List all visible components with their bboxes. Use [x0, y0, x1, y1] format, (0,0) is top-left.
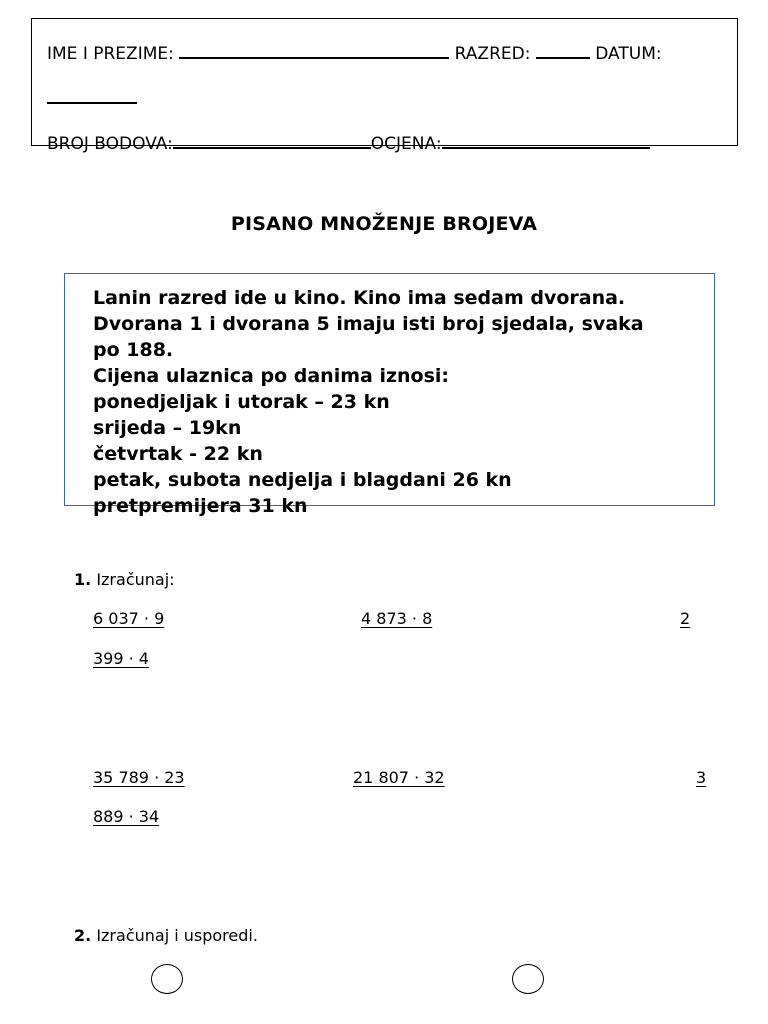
date-label: DATUM: [595, 44, 662, 64]
name-label: IME I PREZIME: [47, 44, 174, 64]
exercise-1c-end: 399 · 4 [93, 649, 149, 668]
student-info-box [31, 18, 738, 146]
question-2-text: Izračunaj i usporedi. [96, 926, 258, 945]
exercise-1c-start: 2 [680, 609, 691, 628]
question-1 [74, 570, 175, 589]
task-text [93, 285, 705, 519]
task-line: petak, subota nedjelja i blagdani 26 kn [93, 469, 512, 491]
question-1-number: 1. [74, 570, 92, 589]
page-title: PISANO MNOŽENJE BROJEVA [230, 213, 538, 235]
task-line: po 188. [93, 339, 174, 361]
points-field[interactable] [173, 133, 371, 149]
task-line: Lanin razred ide u kino. Kino ima sedam dvorana. [93, 287, 626, 309]
exercise-2b: 21 807 · 32 [353, 768, 445, 787]
task-line: pretpremijera 31 kn [93, 495, 308, 517]
name-field[interactable] [179, 43, 449, 59]
task-line: ponedjeljak i utorak – 23 kn [93, 391, 390, 413]
question-2 [74, 926, 258, 945]
compare-circle-2[interactable] [512, 964, 544, 994]
exercise-1b: 4 873 · 8 [361, 609, 433, 628]
class-field[interactable] [536, 43, 590, 59]
date-field[interactable] [47, 88, 137, 108]
exercise-2a: 35 789 · 23 [93, 768, 185, 787]
student-info-row-2 [47, 133, 650, 154]
compare-circle-1[interactable] [151, 964, 183, 994]
task-line: Dvorana 1 i dvorana 5 imaju isti broj sjedala, svaka [93, 313, 644, 335]
task-line: četvrtak - 22 kn [93, 443, 263, 465]
exercise-2c-start: 3 [696, 768, 707, 787]
question-1-text: Izračunaj: [96, 570, 175, 589]
grade-label: OCJENA: [370, 134, 442, 154]
task-line: srijeda – 19kn [93, 417, 242, 439]
exercise-1a: 6 037 · 9 [93, 609, 165, 628]
question-2-number: 2. [74, 926, 92, 945]
exercise-2c-end: 889 · 34 [93, 807, 160, 826]
points-label: BROJ BODOVA: [47, 134, 173, 154]
task-line: Cijena ulaznica po danima iznosi: [93, 365, 450, 387]
class-label: RAZRED: [454, 44, 531, 64]
student-info-row-1 [47, 43, 662, 64]
grade-field[interactable] [442, 133, 650, 149]
